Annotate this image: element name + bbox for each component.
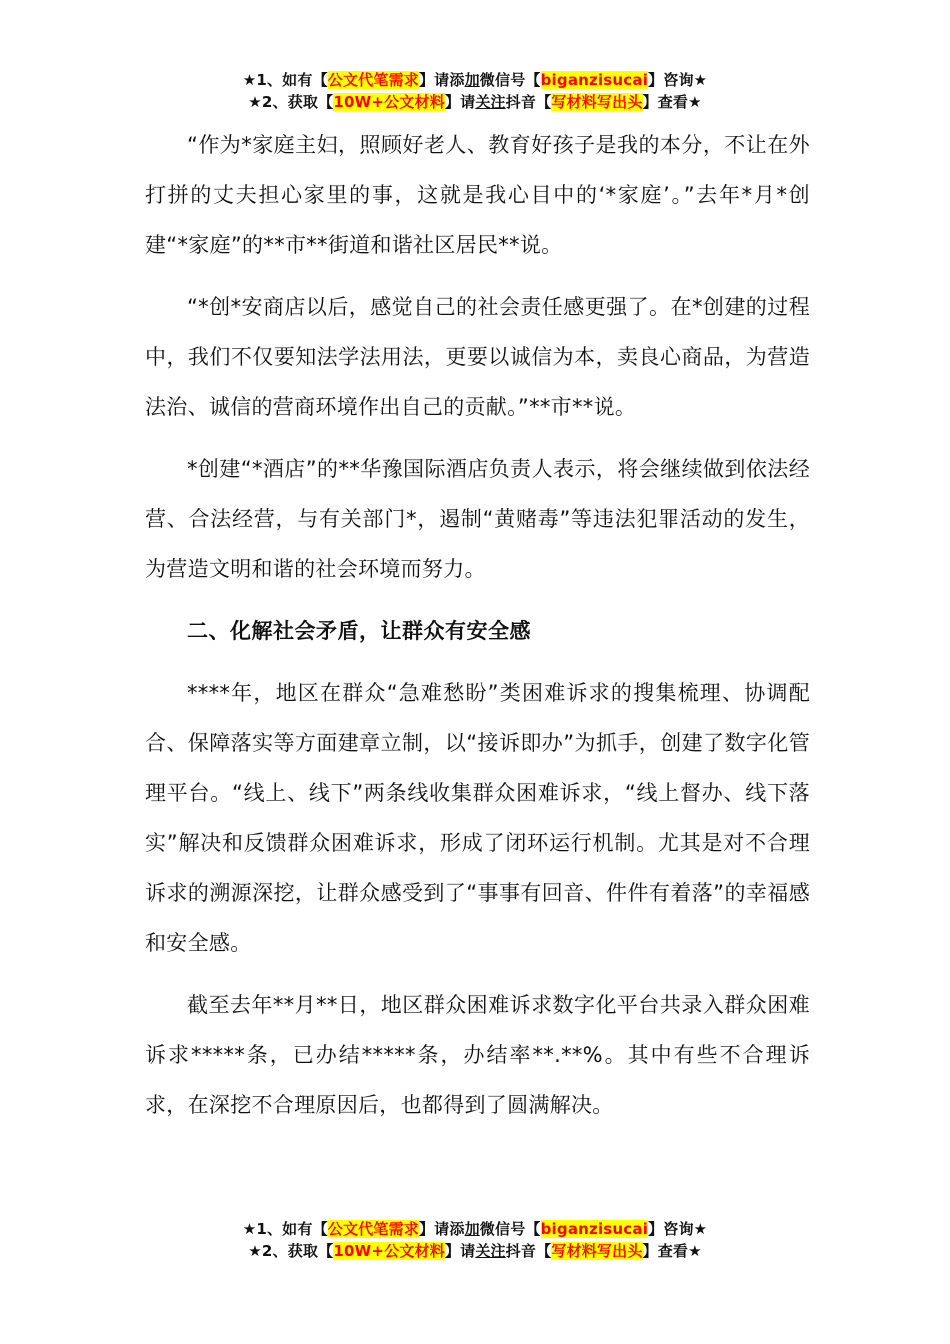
header-banner: [0, 69, 950, 113]
banner-text: 微信号【: [479, 71, 541, 89]
paragraph-hotel-statement: *创建“*酒店”的**华豫国际酒店负责人表示，将会继续做到依法经营、合法经营，与有关部门*，遏制“黄赌毒”等违法犯罪活动的发生，为营造文明和谐的社会环境而努力。: [145, 457, 810, 581]
banner-text: 】请: [444, 1242, 476, 1260]
banner-underlined-text: 关注: [475, 1242, 506, 1260]
banner-highlight-materials: 10W+公文材料: [333, 1242, 445, 1260]
banner-highlight-materials: 10W+公文材料: [333, 93, 445, 111]
banner-highlight-wechat-id: biganzisucai: [540, 71, 649, 89]
banner-highlight-service: 公文代笔需求: [327, 1220, 419, 1238]
section-heading: 二、化解社会矛盾，让群众有安全感: [187, 619, 531, 643]
banner-line-1: [0, 69, 950, 91]
banner-line-2: [0, 1240, 950, 1262]
banner-text: 】咨询★: [648, 71, 708, 89]
banner-text: 】请: [444, 93, 476, 111]
banner-text: 抖音【: [505, 1242, 552, 1260]
banner-text: 微信号【: [479, 1220, 541, 1238]
banner-text: 】请添: [418, 71, 465, 89]
banner-text: 】查看★: [642, 93, 702, 111]
paragraph-digital-platform: ****年，地区在群众“急难愁盼”类困难诉求的搜集梳理、协调配合、保障落实等方面建章立制，以“接诉即办”为抓手，创建了数字化管理平台。“线上、线下”两条线收集群众困难诉求，“线上督办、线下落实”解决和反馈群众困难诉求，形成了闭环运行机制。尤其是对不合理诉求的溯源深挖，让群众感受到了“事事有回音、件件有着落”的幸福感和安全感。: [145, 681, 810, 955]
banner-line-2: [0, 91, 950, 113]
banner-line-1: [0, 1218, 950, 1240]
banner-highlight-douyin-account: 写材料写出头: [551, 93, 643, 111]
banner-underlined-text: 加: [464, 1220, 480, 1238]
paragraph-shop-quote: “*创*安商店以后，感觉自己的社会责任感更强了。在*创建的过程中，我们不仅要知法学法用法，更要以诚信为本，卖良心商品，为营造法治、诚信的营商环境作出自己的贡献。”**市**说。: [145, 295, 810, 419]
document-body: [145, 120, 810, 1130]
banner-text: ★2、获取【: [248, 1242, 334, 1260]
paragraph-statistics: 截至去年**月**日，地区群众困难诉求数字化平台共录入群众困难诉求*****条，已办结*****条，办结率**.**%。其中有些不合理诉求，在深挖不合理原因后，也都得到了圆满解决。: [145, 993, 810, 1117]
banner-highlight-wechat-id: biganzisucai: [540, 1220, 649, 1238]
banner-underlined-text: 加: [464, 71, 480, 89]
footer-banner: [0, 1218, 950, 1262]
banner-text: ★2、获取【: [248, 93, 334, 111]
paragraph-housewife-quote: “作为*家庭主妇，照顾好老人、教育好孩子是我的本分，不让在外打拼的丈夫担心家里的事，这就是我心目中的‘*家庭’。”去年*月*创建“*家庭”的**市**街道和谐社区居民**说。: [145, 133, 810, 257]
banner-highlight-douyin-account: 写材料写出头: [551, 1242, 643, 1260]
banner-underlined-text: 关注: [475, 93, 506, 111]
banner-text: ★1、如有【: [242, 1220, 328, 1238]
banner-text: 】查看★: [642, 1242, 702, 1260]
banner-highlight-service: 公文代笔需求: [327, 71, 419, 89]
banner-text: 抖音【: [505, 93, 552, 111]
banner-text: 】咨询★: [648, 1220, 708, 1238]
banner-text: 】请添: [418, 1220, 465, 1238]
banner-text: ★1、如有【: [242, 71, 328, 89]
